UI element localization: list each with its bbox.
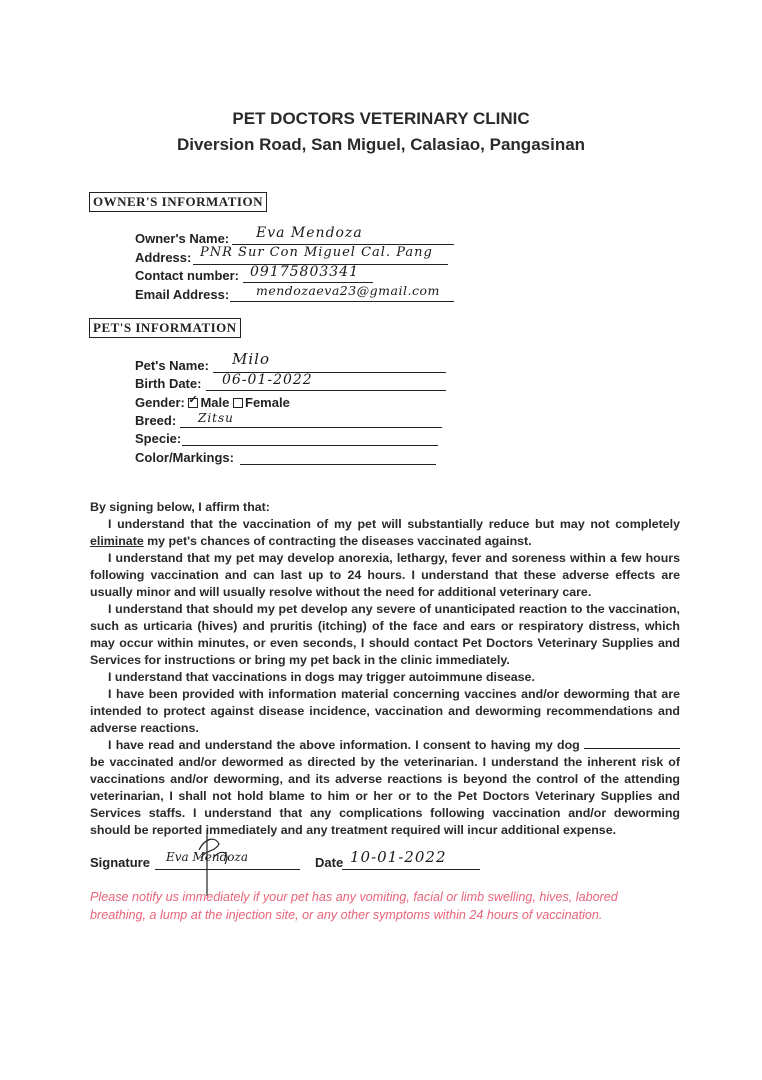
consent-para-1-end: my pet's chances of contracting the diseases vaccinated against. [143,534,532,548]
signature-label: Signature [90,855,150,870]
consent-para-6-start: I have read and understand the above information. I consent to having my dog [108,738,580,752]
date-label: Date [315,855,344,870]
consent-para-6 [90,737,680,839]
consent-para-1 [90,516,680,550]
consent-para-1-underlined: eliminate [90,534,144,548]
gender-label: Gender: [135,395,185,410]
gender-female-label: Female [245,395,290,410]
address-label: Address: [135,250,192,265]
email-line [230,301,454,302]
birth-date-label: Birth Date: [135,376,202,391]
owner-name-value[interactable]: Eva Mendoza [256,225,363,241]
dog-name-blank[interactable] [584,748,680,749]
specie-label: Specie: [135,431,182,446]
gender-male-label: Male [200,395,230,410]
pet-name-value[interactable]: Milo [232,350,270,368]
pet-name-label: Pet's Name: [135,358,209,373]
signature-value[interactable]: Eva Mendoza [166,850,249,864]
breed-value[interactable]: Zitsu [198,411,234,425]
breed-label: Breed: [135,413,177,428]
specie-line [182,445,438,446]
email-label: Email Address: [135,287,230,302]
date-value[interactable]: 10-01-2022 [350,848,447,866]
clinic-address: Diversion Road, San Miguel, Calasiao, Pangasinan [176,135,586,154]
consent-para-6-end: be vaccinated and/or dewormed as directed by the veterinarian. I understand the inherent risk of vaccinations and/or deworming, and its adverse reactions is beyond the control of the attending veterinarian, I shall not hold blame to him or her or to the Pet Doctors Veterinary Supplies and Services staffs. I understand that any complications following vaccination and/or deworming should be reported immediately and any treatment required will incur additional expense. [90,755,680,837]
contact-value[interactable]: 09175803341 [250,264,359,280]
gender-male-checkbox[interactable] [188,398,198,408]
gender-field [135,395,290,410]
owner-name-label: Owner's Name: [135,231,230,246]
contact-label: Contact number: [135,268,239,283]
consent-para-5: I have been provided with information material concerning vaccines and/or deworming that are intended to protect against disease incidence, vaccination and deworming recommendations and adverse reactions. [90,687,680,735]
birth-date-value[interactable]: 06-01-2022 [222,372,313,388]
email-value[interactable]: mendozaeva23@gmail.com [256,283,440,298]
consent-para-3: I understand that should my pet develop any severe of unanticipated reaction to the vaccination, such as urticaria (hives) and pruritis (itching) of the face and ears or respiratory distress, which may occur within minutes, or even seconds, I should contact Pet Doctors Veterinary Supplies and Services for instructions or bring my pet back in the clinic immediately. [90,602,680,667]
address-value[interactable]: PNR Sur Con Miguel Cal. Pang [200,245,433,260]
consent-para-2: I understand that my pet may develop anorexia, lethargy, fever and soreness within a few hours following vaccination and can last up to 24 hours. I understand that these adverse effects are usually minor and will usually resolve without the need for additional veterinary care. [90,551,680,599]
owner-section-title: OWNER'S INFORMATION [89,192,267,212]
consent-para-1-start: I understand that the vaccination of my pet will substantially reduce but may not completely [108,517,680,531]
consent-intro: By signing below, I affirm that: [90,500,270,514]
color-markings-label: Color/Markings: [135,450,234,465]
gender-female-checkbox[interactable] [233,398,243,408]
consent-para-4: I understand that vaccinations in dogs may trigger autoimmune disease. [108,670,535,684]
breed-line [180,427,442,428]
pet-section-title: PET'S INFORMATION [89,318,241,338]
aftercare-notice: Please notify us immediately if your pet has any vomiting, facial or limb swelling, hives, labored breathing, a lump at the injection site, or any other symptoms within 24 hours of vaccination. [90,890,618,922]
color-markings-line [240,464,436,465]
clinic-name: PET DOCTORS VETERINARY CLINIC [232,109,530,128]
consent-body [90,499,680,839]
date-line [342,869,480,870]
birth-date-line [206,390,446,391]
